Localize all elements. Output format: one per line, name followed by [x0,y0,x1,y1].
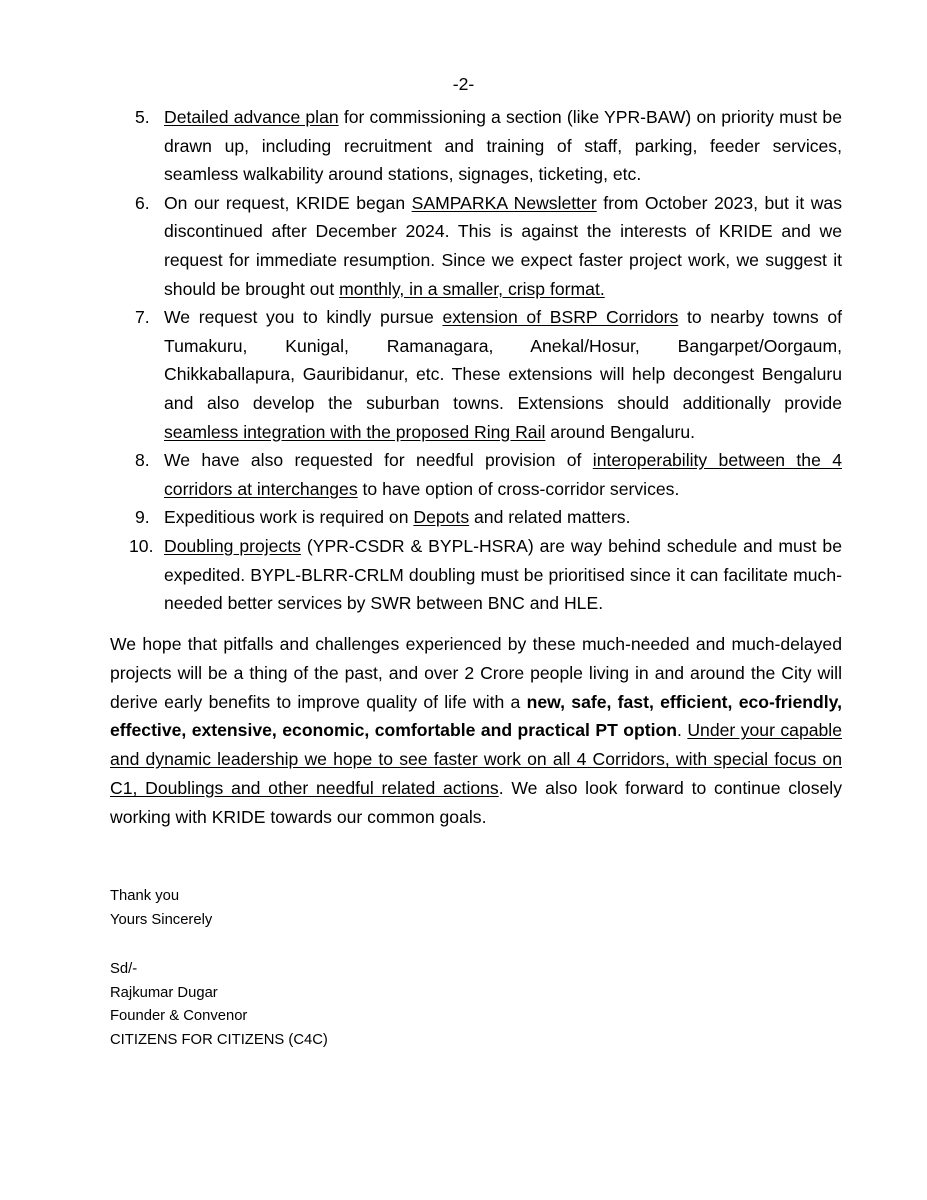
item-text: Expeditious work is required on [164,507,414,528]
list-item-8 [110,446,842,503]
item-text: We request you to kindly pursue [164,307,443,328]
yours-sincerely: Yours Sincerely [110,911,213,928]
item-number: 10. [129,535,154,556]
list-item-9 [110,503,842,532]
signed-mark: Sd/- [110,961,138,977]
closing-bold: new, safe, fast, efficient, eco-friendly, effective, extensive, economic, comfortable and practical PT option [110,691,842,741]
item-emphasis: seamless integration with the proposed Ring Rail [164,421,546,442]
item-text: around Bengaluru. [545,421,696,442]
signatory-title: Founder & Convenor [110,1008,248,1024]
item-number: 9. [135,507,150,528]
list-item-7 [110,303,842,446]
signature-block [110,958,328,1052]
item-text: We have also requested for needful provision of [164,450,593,471]
item-number: 5. [135,107,150,127]
item-text: to nearby towns of Tumakuru, Kunigal, Ramanagara, Anekal/Hosur, Bangarpet/Oorgaum, Chikkaballapura, Gauribidanur, etc. These extensions will help decongest Bengaluru and also develop the suburban towns. Extensions should additionally provide [164,307,842,413]
list-item-6 [110,189,842,303]
closing-text: . We also look forward to continue closely working with KRIDE towards our common goals. [110,777,842,827]
item-text: On our request, KRIDE began [164,192,412,213]
list-item-10 [110,532,842,618]
item-emphasis: monthly, in a smaller, crisp format. [339,278,605,299]
request-list [110,103,842,618]
item-number: 6. [135,192,150,213]
signoff [110,885,212,932]
thank-you: Thank you [110,888,180,904]
item-emphasis: Detailed advance plan [164,107,339,127]
item-emphasis: SAMPARKA Newsletter [411,192,597,213]
item-emphasis: Doubling projects [164,535,301,556]
item-text: (YPR-CSDR & BYPL-HSRA) are way behind schedule and must be expedited. BYPL-BLRR-CRLM doubling must be prioritised since it can facilitate much-needed better services by SWR between BNC and HLE. [164,535,842,614]
closing-text: . [677,720,688,741]
closing-paragraph [110,630,842,832]
list-item-5 [110,103,842,189]
page-number: -2- [452,74,475,94]
item-text: for commissioning a section (like YPR-BAW) on priority must be drawn up, including recruitment and training of staff, parking, feeder services, seamless walkability around stations, signages, ticketing, etc. [164,107,842,185]
closing-underline: Under your capable and dynamic leadership we hope to see faster work on all 4 Corridors, with special focus on C1, Doublings and other needful related actions [110,720,842,798]
item-text: from October 2023, but it was discontinued after December 2024. This is against the interests of KRIDE and we request for immediate resumption. Since we expect faster project work, we suggest it should be brought out [164,192,842,299]
closing-text: We hope that pitfalls and challenges experienced by these much-needed and much-delayed projects will be a thing of the past, and over 2 Crore people living in and around the City will derive early benefits to improve quality of life with a [110,634,842,712]
item-number: 7. [135,307,150,328]
item-emphasis: Depots [413,507,470,528]
item-emphasis: interoperability between the 4 corridors at interchanges [164,450,842,499]
item-text: to have option of cross-corridor services. [357,478,680,499]
organization-name: CITIZENS FOR CITIZENS (C4C) [110,1031,328,1048]
item-number: 8. [135,450,150,471]
item-text: and related matters. [469,507,631,528]
signatory-name: Rajkumar Dugar [110,984,218,1001]
item-emphasis: extension of BSRP Corridors [442,307,679,328]
